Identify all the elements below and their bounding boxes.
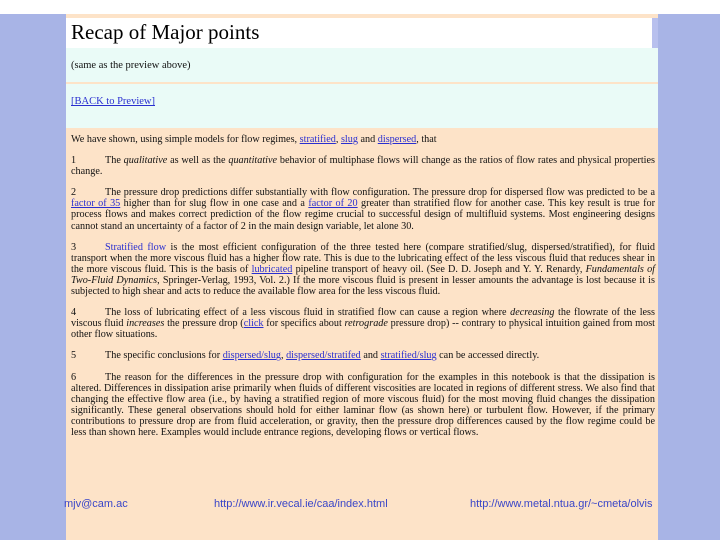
dispersed-stratified-link[interactable]: dispersed/stratifed [286,350,361,362]
intro-paragraph: We have shown, using simple models for flow regimes, stratified, slug and dispersed, that [71,134,437,145]
stratified-link[interactable]: stratified [299,134,336,145]
point-number: 6 [71,371,77,383]
recap-body [71,134,655,448]
title-bar [66,18,658,48]
page-title: Recap of Major points [71,20,260,44]
point-number: 4 [71,307,77,319]
lubricated-link[interactable]: lubricated [251,263,293,275]
slug-link[interactable]: slug [340,134,358,145]
footer-email[interactable]: mjv@cam.ac [64,498,128,510]
point-2: 2 The pressure drop predictions differ substantially with flow configuration. The pressure drop for dispersed flow was predicted to be a factor of 35 higher than for slug flow in one case and a factor of 20 greater than stratified flow for another case. This key result is true for process flows and makes correct prediction of the flow regime crucial to successful design of multifluid systems. Most engineering designs cannot stand an uncertainty of a factor of 2 in the main design variable, let alone 30. [71,187,655,232]
point-number: 3 [71,241,77,253]
preview-note: (same as the preview above) [71,60,191,71]
point-3: 3 Stratified flow is the most efficient configuration of the three tested here (compare stratified/slug, dispersed/stratified), for fluid transport when the more viscous fluid has a higher flow rate. This is due to the lubricating effect of the less viscous fluid that reduces shear in the more viscous fluid. This is the basis of lubricated pipeline transport of heavy oil. (See D. D. Joseph and Y. Y. Renardy, Fundamentals of Two-Fluid Dynamics, Springer-Verlag, 1993, Vol. 2.) If the more viscous fluid is present in lesser amounts the advantage is lost because it is subjected to high shear and acts to reduce the available flow area for the less viscous fluid. [71,241,655,298]
stratified-flow-link[interactable]: Stratified flow [105,241,167,253]
preview-note-band [66,48,658,82]
point-6: 6 The reason for the differences in the pressure drop with configuration for the examples in this notebook is that the dissipation is altered. Differences in dissipation arise primarily when fluids of different viscosities are located in regions of different stress. We also find that changing the effective flow area (i.e., by having a stratified region of more viscous fluid) for the most moving fluid changes the dissipation significantly. These general observations should hold for either laminar flow (as shown here) or turbulent flow. However, if the primary contributions to pressure drop are from fluid acceleration, or gravity, then the pressure drop differences caused by the flow regime could be less than shown here. Examples would include entrance regions, developing flows or vertical flows. [71,371,655,438]
stratified-slug-link[interactable]: stratified/slug [380,350,437,362]
click-link[interactable]: click [243,318,264,330]
footer-link-2[interactable]: http://www.metal.ntua.gr/~cmeta/olvis [470,498,653,510]
factor-35-link[interactable]: factor of 35 [71,198,121,210]
point-number: 2 [71,187,77,199]
footer-link-1[interactable]: http://www.ir.vecal.ie/caa/index.html [214,498,388,510]
point-1: 1 The qualitative as well as the quantitative behavior of multiphase flows will change as the ratios of flow rates and physical properties change. [71,155,655,178]
point-5: 5 The specific conclusions for dispersed/slug, dispersed/stratifed and stratified/slug can be accessed directly. [71,350,540,362]
footer-links [0,498,720,512]
point-number: 5 [71,350,77,362]
point-number: 1 [71,155,77,167]
slide-page [66,14,658,540]
factor-20-link[interactable]: factor of 20 [308,198,358,210]
top-strip [0,0,720,14]
dispersed-link[interactable]: dispersed [377,134,417,145]
back-to-preview-link[interactable]: [BACK to Preview] [71,96,155,107]
dispersed-slug-link[interactable]: dispersed/slug [222,350,281,362]
point-4: 4 The loss of lubricating effect of a less viscous fluid in stratified flow can cause a region where decreasing the flowrate of the less viscous fluid increases the pressure drop (click for specifics about retrograde pressure drop) -- contrary to physical intuition gained from most other flow situations. [71,307,655,341]
back-link-band [66,84,658,128]
